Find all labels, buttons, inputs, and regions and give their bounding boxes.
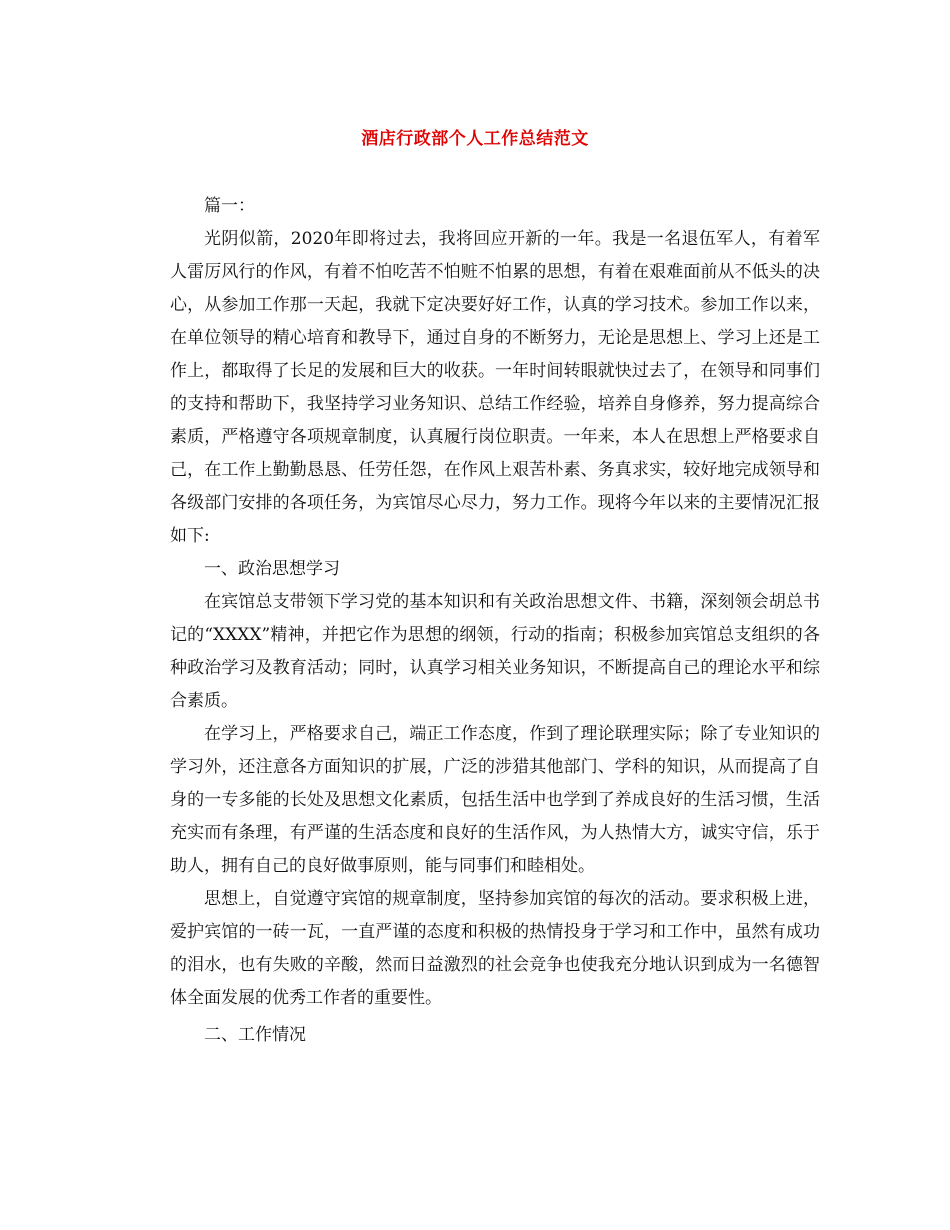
paragraph-political-study: 在宾馆总支带领下学习党的基本知识和有关政治思想文件、书籍，深刻领会胡总书记的“XXXX”精神，并把它作为思想的纲领，行动的指南；积极参加宾馆总支组织的各种政治学习及教育活动；同时，认真学习相关业务知识，不断提高自己的理论水平和综合素质。 xyxy=(170,592,820,711)
page-title: 酒店行政部个人工作总结范文 xyxy=(361,129,589,149)
paragraph-thinking: 思想上，自觉遵守宾馆的规章制度，坚持参加宾馆的每次的活动。要求积极上进，爱护宾馆的一砖一瓦，一直严谨的态度和积极的热情投身于学习和工作中，虽然有成功的泪水，也有失败的辛酸，然而日益激烈的社会竞争也使我充分地认识到成为一名德智体全面发展的优秀工作者的重要性。 xyxy=(170,889,820,1008)
heading-political-study: 一、政治思想学习 xyxy=(204,559,340,579)
section-label-part-one: 篇一： xyxy=(204,196,255,216)
paragraph-intro: 光阴似箭，2020年即将过去，我将回应开新的一年。我是一名退伍军人，有着军人雷厉风行的作风，有着不怕吃苦不怕赃不怕累的思想，有着在艰难面前从不低头的决心，从参加工作那一天起，我就下定决要好好工作，认真的学习技术。参加工作以来，在单位领导的精心培育和教导下，通过自身的不断努力，无论是思想上、学习上还是工作上，都取得了长足的发展和巨大的收获。一年时间转眼就快过去了，在领导和同事们的支持和帮助下，我坚持学习业务知识、总结工作经验，培养自身修养，努力提高综合素质，严格遵守各项规章制度，认真履行岗位职责。一年来，本人在思想上严格要求自己，在工作上勤勤恳恳、任劳任怨，在作风上艰苦朴素、务真求实，较好地完成领导和各级部门安排的各项任务，为宾馆尽心尽力，努力工作。现将今年以来的主要情况汇报如下: xyxy=(170,229,820,546)
paragraph-learning: 在学习上，严格要求自己，端正工作态度，作到了理论联理实际；除了专业知识的学习外，还注意各方面知识的扩展，广泛的涉猎其他部门、学科的知识，从而提高了自身的一专多能的长处及思想文化素质，包括生活中也学到了养成良好的生活习惯，生活充实而有条理，有严谨的生活态度和良好的生活作风，为人热情大方，诚实守信，乐于助人，拥有自己的良好做事原则，能与同事们和睦相处。 xyxy=(170,724,820,876)
document-body xyxy=(170,190,820,1052)
heading-work-status: 二、工作情况 xyxy=(204,1025,306,1045)
